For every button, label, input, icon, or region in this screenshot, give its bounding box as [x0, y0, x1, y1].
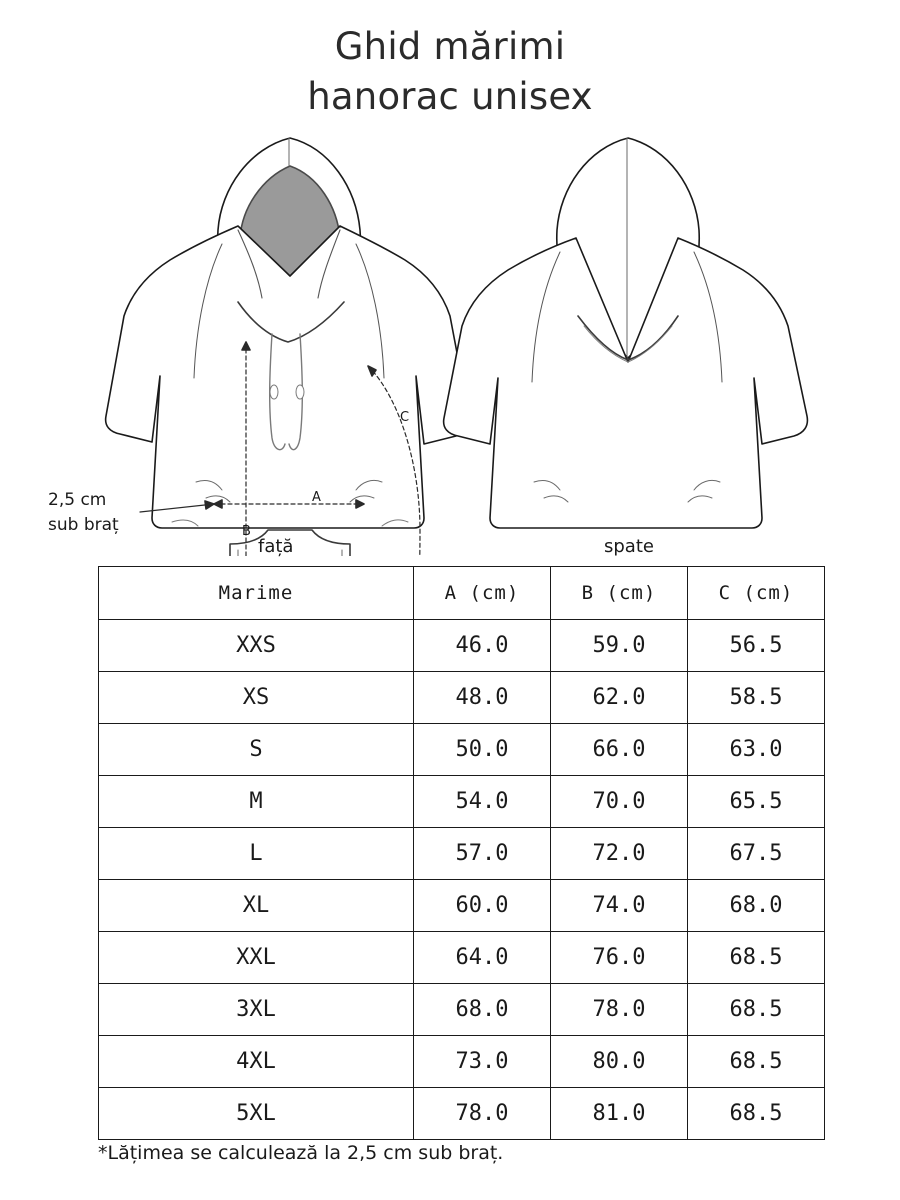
page-title	[0, 0, 900, 122]
underarm-callout	[48, 488, 119, 537]
view-label-back: spate	[604, 536, 654, 557]
table-cell-b: 80.0	[551, 1036, 688, 1088]
hoodie-technical-drawing	[0, 126, 900, 556]
table-cell-c: 58.5	[688, 672, 825, 724]
table-cell-c: 68.5	[688, 1088, 825, 1140]
table-cell-a: 60.0	[414, 880, 551, 932]
hoodie-illustration	[0, 126, 900, 556]
table-row	[99, 984, 825, 1036]
page-title-line-1: Ghid mărimi	[334, 25, 566, 68]
table-cell-b: 74.0	[551, 880, 688, 932]
table-row	[99, 620, 825, 672]
hoodie-back-view	[444, 138, 808, 556]
table-cell-size: 4XL	[99, 1036, 414, 1088]
table-header-cell: B (cm)	[551, 567, 688, 620]
size-table	[98, 566, 825, 1140]
table-cell-b: 70.0	[551, 776, 688, 828]
table-cell-a: 57.0	[414, 828, 551, 880]
table-cell-size: XL	[99, 880, 414, 932]
underarm-callout-line-1: 2,5 cm	[48, 489, 107, 510]
underarm-callout-line-2: sub braț	[48, 514, 119, 535]
table-cell-b: 59.0	[551, 620, 688, 672]
table-cell-size: S	[99, 724, 414, 776]
table-cell-a: 48.0	[414, 672, 551, 724]
table-cell-a: 64.0	[414, 932, 551, 984]
footnote: *Lățimea se calculează la 2,5 cm sub braț.	[98, 1142, 504, 1164]
table-cell-a: 78.0	[414, 1088, 551, 1140]
table-cell-c: 68.5	[688, 1036, 825, 1088]
table-row	[99, 1036, 825, 1088]
table-cell-b: 66.0	[551, 724, 688, 776]
table-header-cell: A (cm)	[414, 567, 551, 620]
table-cell-size: L	[99, 828, 414, 880]
table-cell-b: 76.0	[551, 932, 688, 984]
table-cell-size: XS	[99, 672, 414, 724]
table-cell-size: M	[99, 776, 414, 828]
table-cell-c: 65.5	[688, 776, 825, 828]
size-table-wrapper	[98, 566, 824, 1140]
table-cell-a: 50.0	[414, 724, 551, 776]
table-row	[99, 724, 825, 776]
table-cell-c: 67.5	[688, 828, 825, 880]
table-row	[99, 672, 825, 724]
table-cell-c: 68.5	[688, 932, 825, 984]
table-cell-c: 68.5	[688, 984, 825, 1036]
table-cell-a: 68.0	[414, 984, 551, 1036]
table-cell-c: 56.5	[688, 620, 825, 672]
table-cell-b: 62.0	[551, 672, 688, 724]
table-cell-b: 72.0	[551, 828, 688, 880]
view-label-front: față	[258, 536, 294, 557]
table-cell-b: 81.0	[551, 1088, 688, 1140]
table-row	[99, 776, 825, 828]
table-row	[99, 828, 825, 880]
hoodie-front-view	[106, 138, 470, 556]
table-cell-size: 5XL	[99, 1088, 414, 1140]
table-row	[99, 880, 825, 932]
table-header-row	[99, 567, 825, 620]
table-cell-size: 3XL	[99, 984, 414, 1036]
table-cell-c: 63.0	[688, 724, 825, 776]
table-cell-a: 54.0	[414, 776, 551, 828]
table-cell-a: 46.0	[414, 620, 551, 672]
table-cell-size: XXS	[99, 620, 414, 672]
measure-label-b: B	[242, 523, 251, 539]
measure-label-a: A	[312, 489, 321, 505]
table-cell-size: XXL	[99, 932, 414, 984]
table-row	[99, 1088, 825, 1140]
table-header-cell: Marime	[99, 567, 414, 620]
table-cell-a: 73.0	[414, 1036, 551, 1088]
measure-label-c: C	[400, 409, 410, 425]
table-cell-b: 78.0	[551, 984, 688, 1036]
page-title-line-2: hanorac unisex	[307, 74, 593, 118]
table-header-cell: C (cm)	[688, 567, 825, 620]
table-row	[99, 932, 825, 984]
table-cell-c: 68.0	[688, 880, 825, 932]
